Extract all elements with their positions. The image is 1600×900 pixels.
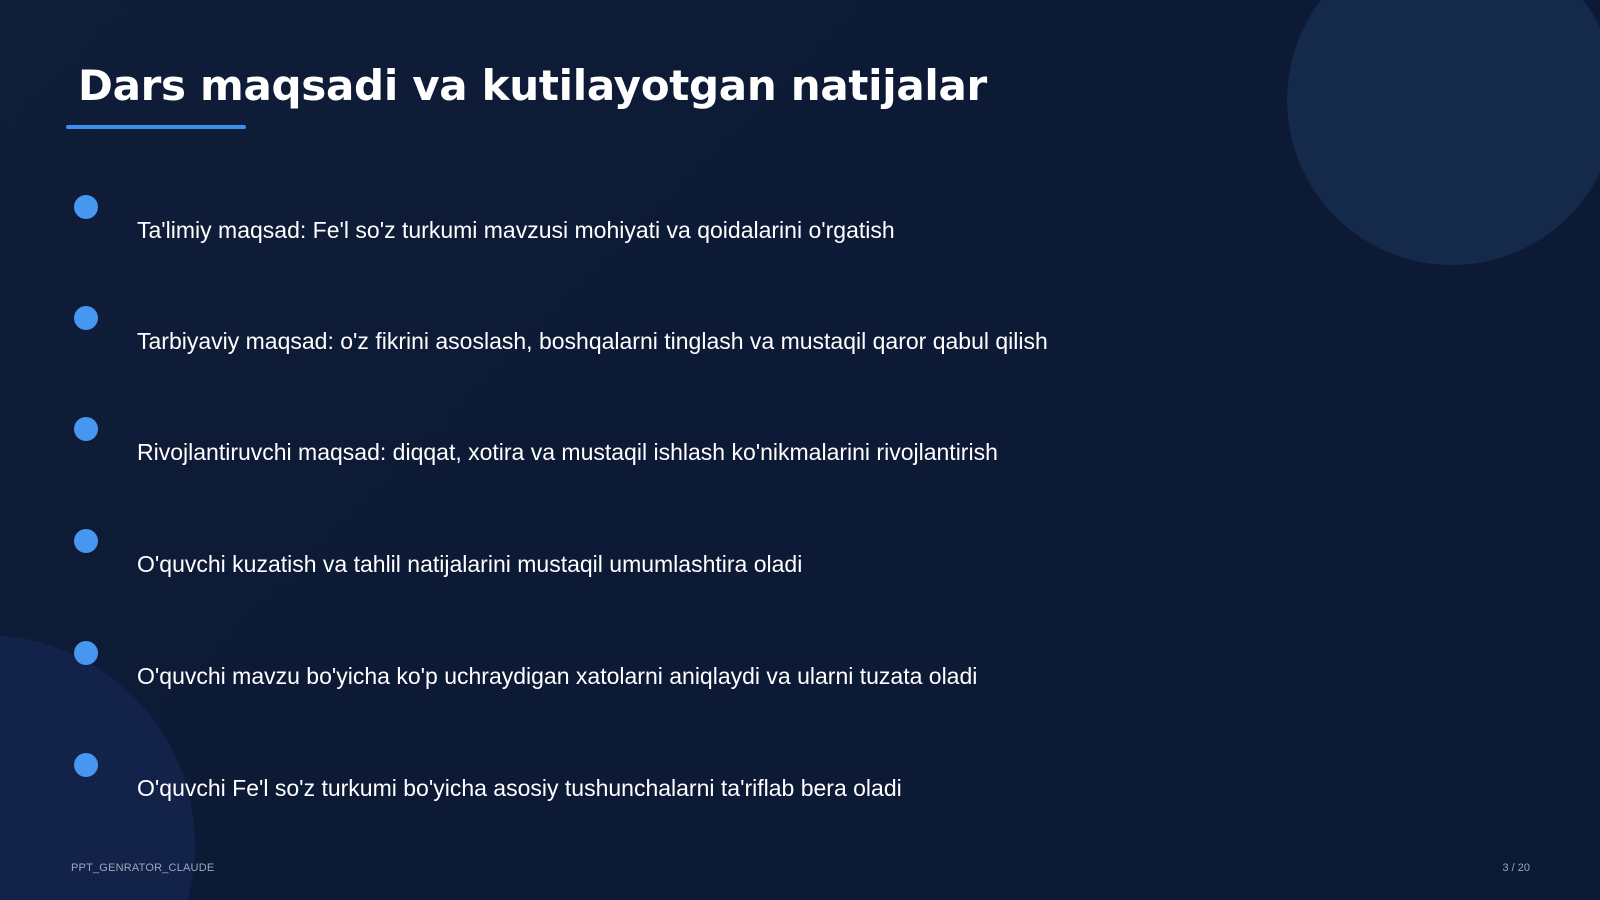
bullet-text: Ta'limiy maqsad: Fe'l so'z turkumi mavzusi mohiyati va qoidalarini o'rgatish xyxy=(137,217,895,243)
bullet-dot-icon xyxy=(74,306,98,330)
bullet-item xyxy=(0,306,1400,376)
bullet-text: O'quvchi kuzatish va tahlil natijalarini mustaqil umumlashtira oladi xyxy=(137,551,803,577)
bullet-item xyxy=(0,753,1400,823)
bullet-dot-icon xyxy=(74,417,98,441)
bullet-dot-icon xyxy=(74,753,98,777)
page-indicator: 3 / 20 xyxy=(1502,862,1530,874)
bullet-item xyxy=(0,195,1400,265)
bullet-dot-icon xyxy=(74,641,98,665)
bullet-item xyxy=(0,417,1400,487)
title-underline xyxy=(66,125,246,129)
footer-brand: PPT_GENRATOR_CLAUDE xyxy=(71,862,215,874)
bullet-dot-icon xyxy=(74,529,98,553)
bullet-text: O'quvchi mavzu bo'yicha ko'p uchraydigan xatolarni aniqlaydi va ularni tuzata oladi xyxy=(137,663,978,689)
bullet-item xyxy=(0,529,1400,599)
bullet-text: Tarbiyaviy maqsad: o'z fikrini asoslash, boshqalarni tinglash va mustaqil qaror qabul qilish xyxy=(137,328,1048,354)
bullet-item xyxy=(0,641,1400,711)
slide-title: Dars maqsadi va kutilayotgan natijalar xyxy=(78,61,987,110)
bullet-text: Rivojlantiruvchi maqsad: diqqat, xotira va mustaqil ishlash ko'nikmalarini rivojlantirish xyxy=(137,439,998,465)
bullet-text: O'quvchi Fe'l so'z turkumi bo'yicha asosiy tushunchalarni ta'riflab bera oladi xyxy=(137,775,902,801)
bullet-dot-icon xyxy=(74,195,98,219)
